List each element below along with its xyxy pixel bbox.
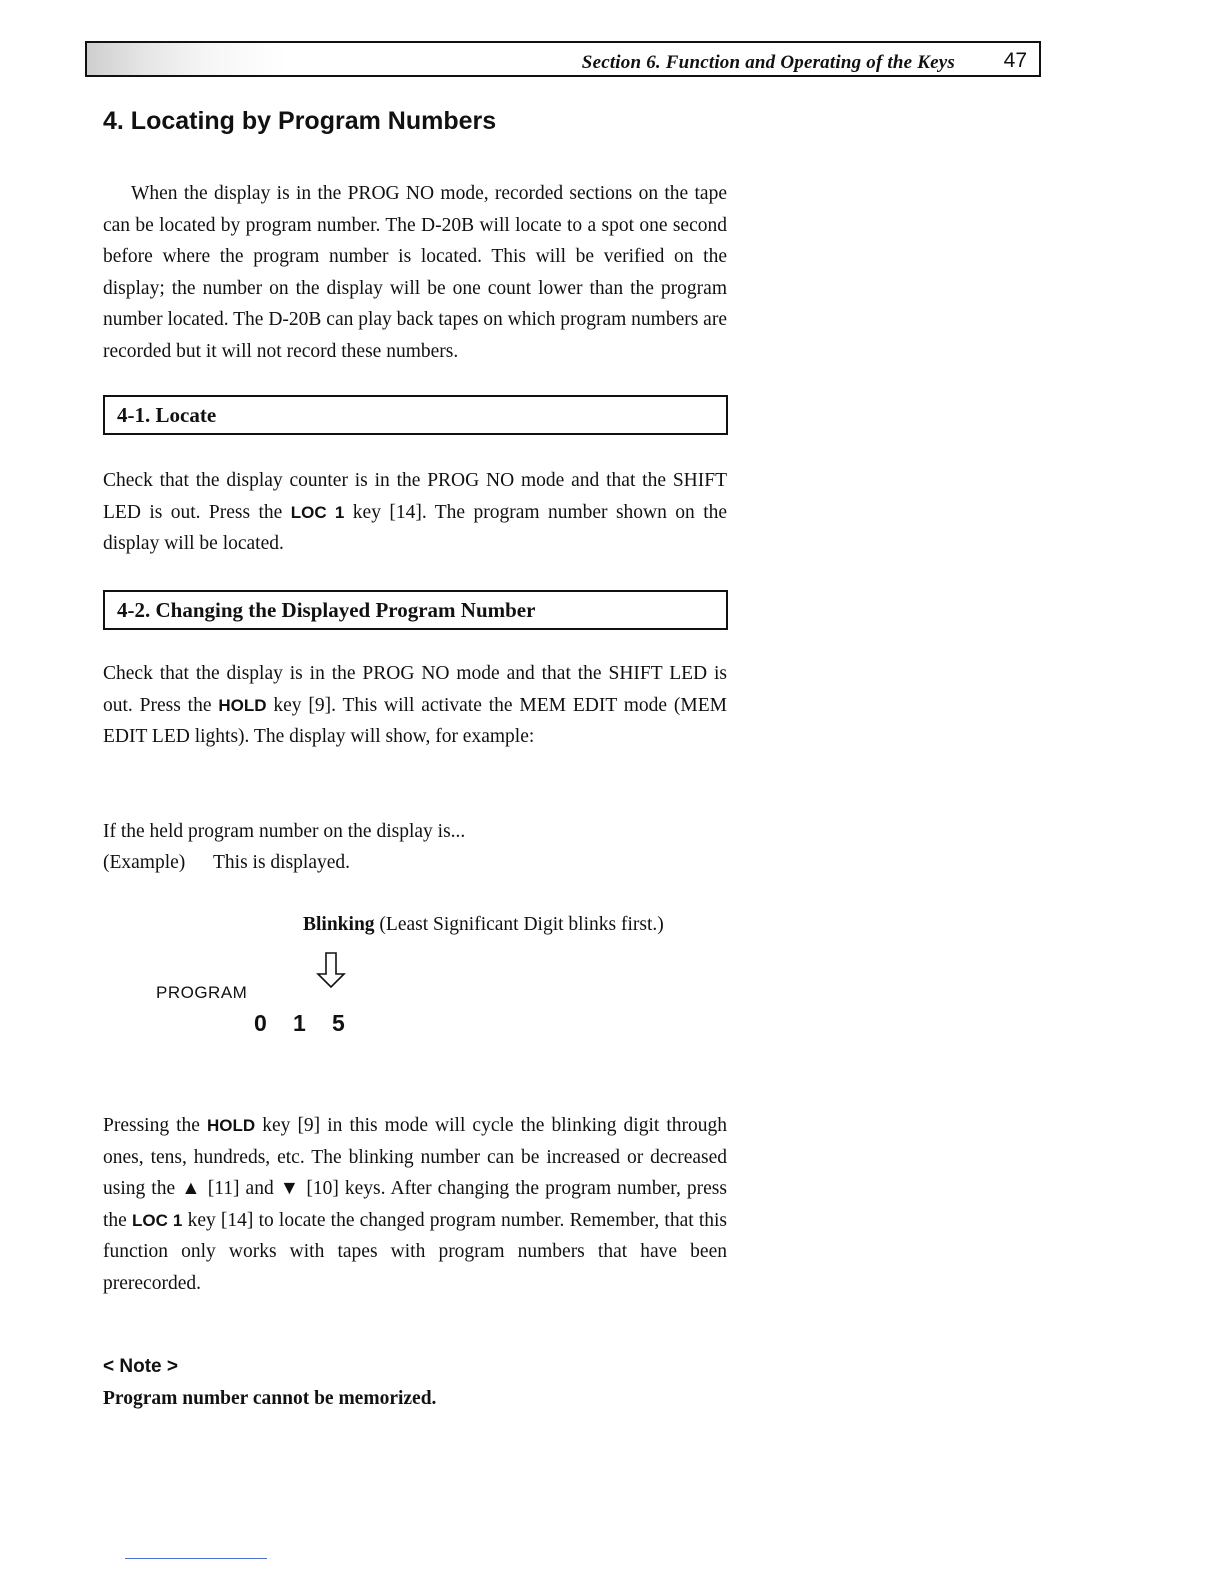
blinking-word: Blinking [303, 914, 375, 935]
page-number: 47 [1003, 49, 1027, 72]
change-text-1: Check that the display is in the PROG NO mode and that the SHIFT LED is out. Press the [103, 663, 727, 716]
locate-text-1: Check that the display counter is in the PROG NO mode and that the SHIFT LED is out. Press the [103, 470, 727, 523]
hold-key-label: HOLD [207, 1116, 256, 1135]
subsection-heading-change: 4-2. Changing the Displayed Program Number [103, 590, 728, 630]
blinking-note: (Least Significant Digit blinks first.) [374, 914, 664, 935]
subsection-heading-locate: 4-1. Locate [103, 395, 728, 435]
pressing-paragraph [103, 1110, 727, 1299]
loc1-key-label: LOC 1 [290, 502, 345, 522]
example-tag: (Example) [103, 852, 186, 873]
pressing-text-5: key [14] to locate the changed program number. Remember, that this function only works with tapes with program numbers that have been prerecorded. [103, 1209, 728, 1294]
hold-key-label: HOLD [218, 695, 267, 715]
loc1-key-label: LOC 1 [132, 1210, 183, 1230]
example-line [103, 849, 350, 877]
change-text-2: key [9]. This will activate the MEM EDIT mode (MEM EDIT LED lights). The display will show, for example: [103, 694, 727, 747]
pressing-text-3: [11] and [201, 1178, 280, 1199]
up-triangle-icon: ▲ [181, 1178, 202, 1199]
display-digit-tens: 1 [293, 1010, 306, 1036]
note-label: < Note > [103, 1356, 178, 1377]
page-header [85, 41, 1041, 77]
pressing-text-1: Pressing the [103, 1115, 208, 1136]
down-arrow-icon [316, 952, 346, 988]
display-digits [254, 1010, 371, 1037]
blinking-caption [303, 914, 664, 936]
change-paragraph [103, 658, 727, 753]
section-title: 4. Locating by Program Numbers [103, 107, 497, 135]
footer-rule [125, 1558, 267, 1559]
example-displayed: This is displayed. [213, 852, 351, 873]
pressing-text-4: [10] keys. After changing the program number, press the [103, 1178, 727, 1231]
section-header-text: Section 6. Function and Operating of the Keys [581, 52, 955, 73]
display-digit-hundreds: 0 [254, 1010, 267, 1036]
display-program-label: PROGRAM [156, 983, 248, 1002]
down-triangle-icon: ▼ [279, 1178, 301, 1199]
example-if-line: If the held program number on the display is... [103, 821, 466, 842]
intro-paragraph: When the display is in the PROG NO mode, recorded sections on the tape can be located by program number. The D-20B will locate to a spot one second before where the program number is located. This will be verified on the display; the number on the display will be one count lower than the program number located. The D-20B can play back tapes on which program numbers are recorded but it will not record these numbers. [103, 183, 727, 362]
display-digit-ones: 5 [332, 1010, 345, 1036]
pressing-text-2: key [9] in this mode will cycle the blinking digit through ones, tens, hundreds, etc. The blinking number can be increased or decreased using the [103, 1115, 727, 1199]
locate-paragraph [103, 465, 727, 560]
note-text: Program number cannot be memorized. [103, 1388, 437, 1409]
locate-text-2: key [14]. The program number shown on the display will be located. [103, 501, 728, 554]
